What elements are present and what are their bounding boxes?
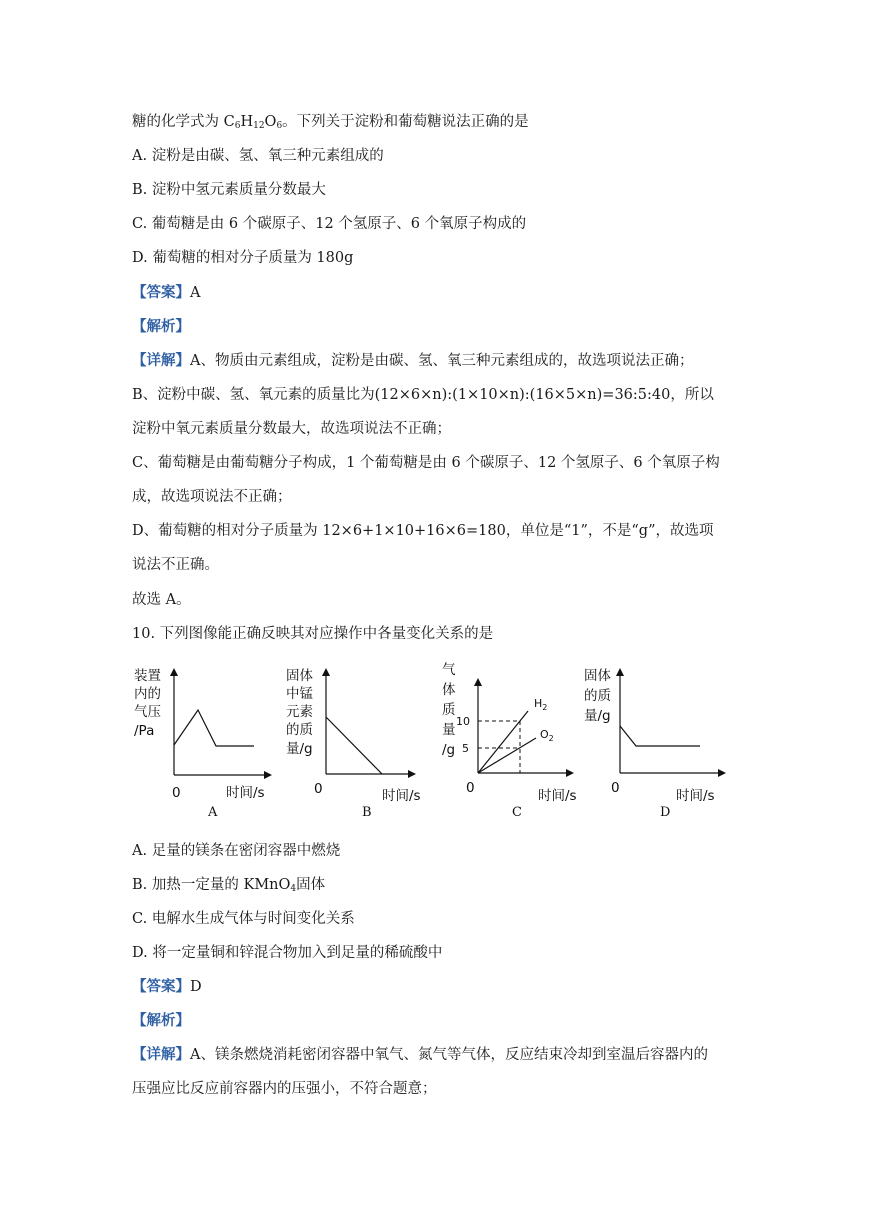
graph-c-ylabel-5: /g: [442, 742, 456, 758]
q9-stem-part: 糖的化学式为 C: [132, 114, 235, 130]
graph-d-ylabel-1: 固体: [584, 668, 611, 684]
y-axis-arrow: [616, 668, 624, 676]
o2-line: [478, 738, 536, 773]
graph-d-ylabel-3: 量/g: [584, 708, 611, 724]
q9-analysis: [132, 317, 190, 337]
graph-c-xlabel: 时间/s: [538, 788, 577, 804]
q10-option-b-text: B. 加热一定量的 KMnO: [132, 877, 291, 893]
x-axis-arrow: [408, 770, 416, 778]
answer-value: A: [190, 285, 201, 301]
graph-b-origin: 0: [314, 781, 323, 797]
answer-value: D: [190, 979, 202, 995]
q9-detail-3: 淀粉中氧元素质量分数最大，故选项说法不正确；: [132, 421, 451, 437]
q9-option-b: B. 淀粉中氢元素质量分数最大: [132, 182, 326, 198]
detail-text: A、物质由元素组成，淀粉是由碳、氢、氧三种元素组成的，故选项说法正确；: [190, 353, 694, 369]
graph-c: [438, 660, 588, 825]
graph-a-curve: [174, 710, 254, 746]
graph-c-ylabel-3: 质: [442, 702, 456, 718]
analysis-tag: 【解析】: [132, 1012, 190, 1029]
detail-tag: 【详解】: [132, 1046, 190, 1063]
graph-c-tick-10: 10: [456, 715, 470, 728]
subscript: 12: [253, 121, 265, 131]
q10-detail-2: 压强应比反应前容器内的压强小，不符合题意；: [132, 1081, 437, 1097]
graph-a-ylabel-1: 装置: [134, 668, 161, 684]
graph-c-caption: C: [512, 805, 522, 820]
o2-label: $O_2$: [540, 728, 554, 743]
graph-d-ylabel-2: 的质: [584, 688, 611, 704]
q9-detail-7: 说法不正确。: [132, 557, 219, 573]
h2-label: $H_2$: [534, 697, 548, 712]
graph-a-xlabel: 时间/s: [226, 785, 265, 801]
graph-b-ylabel-2: 中锰: [286, 686, 313, 702]
q10-graphs: [130, 660, 742, 825]
graph-a-ylabel-3: 气压: [134, 704, 161, 720]
graph-d-origin: 0: [611, 780, 620, 796]
graph-a-ylabel-4: /Pa: [134, 723, 155, 739]
subscript: 6: [276, 121, 283, 131]
q9-detail-6: D、葡萄糖的相对分子质量为 12×6+1×10+16×6=180，单位是“1”，不是“g”，故选项: [132, 523, 714, 539]
q10-option-a: A. 足量的镁条在密闭容器中燃烧: [132, 843, 341, 859]
graph-a-origin: 0: [172, 785, 181, 801]
graph-a-caption: A: [208, 805, 218, 820]
y-axis-arrow: [170, 668, 178, 676]
q10-option-d: D. 将一定量铜和锌混合物加入到足量的稀硫酸中: [132, 945, 443, 961]
y-axis-arrow: [474, 678, 482, 686]
graph-d-xlabel: 时间/s: [676, 788, 715, 804]
graph-b-curve: [326, 717, 382, 774]
q10-stem: 10. 下列图像能正确反映其对应操作中各量变化关系的是: [132, 626, 494, 642]
graph-b: [282, 660, 432, 825]
q9-stem-part: O: [264, 114, 277, 130]
q10-option-b-text: 固体: [296, 877, 326, 893]
q10-answer: [132, 977, 202, 997]
y-axis-arrow: [322, 668, 330, 676]
q9-option-d: D. 葡萄糖的相对分子质量为 180g: [132, 250, 354, 266]
q9-option-c: C. 葡萄糖是由 6 个碳原子、12 个氢原子、6 个氧原子构成的: [132, 216, 527, 232]
graph-b-caption: B: [362, 805, 372, 820]
q9-stem-part: H: [240, 114, 254, 130]
x-axis-arrow: [566, 769, 574, 777]
q9-option-a: A. 淀粉是由碳、氢、氧三种元素组成的: [132, 148, 384, 164]
graph-b-ylabel-1: 固体: [286, 668, 313, 684]
graph-c-ylabel-2: 体: [442, 682, 456, 698]
x-axis-arrow: [264, 771, 272, 779]
x-axis-arrow: [718, 769, 726, 777]
q9-stem-part: 。下列关于淀粉和葡萄糖说法正确的是: [282, 114, 529, 130]
answer-tag: 【答案】: [132, 978, 190, 995]
q9-detail-4: C、葡萄糖是由葡萄糖分子构成，1 个葡萄糖是由 6 个碳原子、12 个氢原子、6 个氧原子构: [132, 455, 720, 471]
analysis-tag: 【解析】: [132, 318, 190, 335]
graph-d-caption: D: [660, 805, 671, 820]
graph-c-origin: 0: [466, 780, 475, 796]
q10-option-b: [132, 875, 325, 895]
graph-a: [130, 660, 280, 825]
q9-answer: [132, 283, 200, 303]
q9-detail-5: 成，故选项说法不正确；: [132, 489, 292, 505]
graph-d-curve: [620, 726, 700, 746]
graph-c-ylabel-1: 气: [442, 662, 456, 678]
q10-option-c: C. 电解水生成气体与时间变化关系: [132, 911, 355, 927]
q9-detail-1: [132, 351, 693, 371]
graph-c-tick-5: 5: [462, 742, 469, 755]
subscript: 6: [234, 121, 241, 131]
q9-conclusion: 故选 A。: [132, 592, 191, 608]
detail-text: A、镁条燃烧消耗密闭容器中氧气、氮气等气体，反应结束冷却到室温后容器内的: [190, 1047, 708, 1063]
q9-detail-2: B、淀粉中碳、氢、氧元素的质量比为(12×6×n):(1×10×n):(16×5×n)=36:5:40，所以: [132, 387, 714, 403]
graph-b-ylabel-5: 量/g: [286, 741, 313, 757]
graph-b-ylabel-4: 的质: [286, 722, 313, 738]
graph-b-xlabel: 时间/s: [382, 788, 421, 804]
subscript: 4: [290, 884, 297, 894]
graph-a-ylabel-2: 内的: [134, 686, 161, 702]
q10-analysis: [132, 1011, 190, 1031]
graph-d: [580, 660, 730, 825]
answer-tag: 【答案】: [132, 284, 190, 301]
graph-c-ylabel-4: 量: [442, 722, 456, 738]
q9-stem: [132, 112, 529, 132]
graph-b-ylabel-3: 元素: [286, 704, 313, 720]
detail-tag: 【详解】: [132, 352, 190, 369]
q10-detail-1: [132, 1045, 708, 1065]
